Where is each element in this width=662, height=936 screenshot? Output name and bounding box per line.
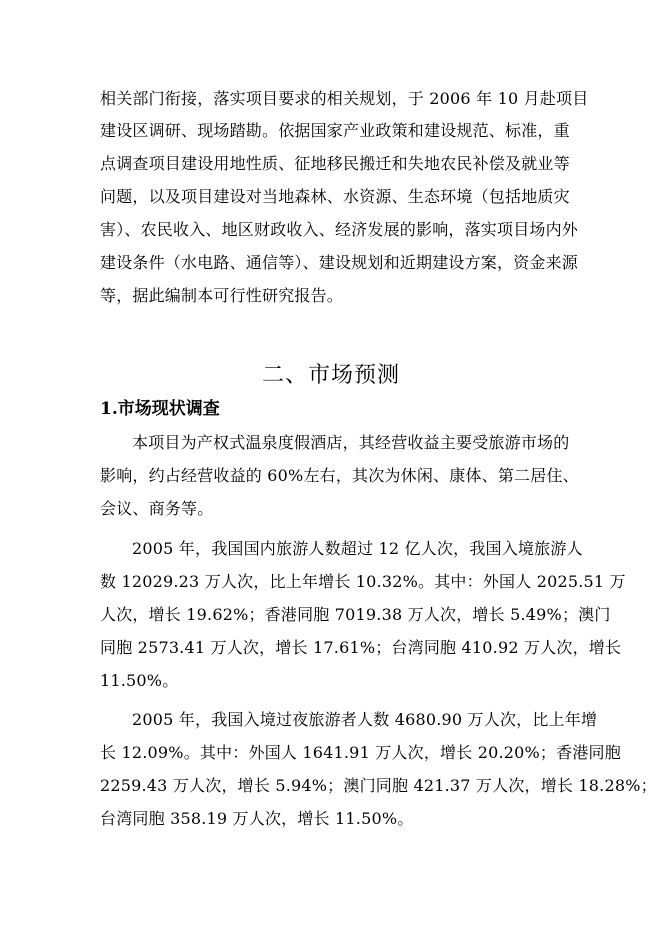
- paragraph-2-line-1: 本项目为产权式温泉度假酒店，其经营收益主要受旅游市场的: [132, 433, 570, 452]
- paragraph-1-line-7: 等，据此编制本可行性研究报告。: [100, 286, 344, 305]
- subsection-title: 1.市场现状调查: [100, 399, 220, 419]
- paragraph-1-line-5: 害）、农民收入、地区财政收入、经济发展的影响，落实项目场内外: [100, 220, 579, 239]
- paragraph-4-line-1: 2005 年，我国入境过夜旅游者人数 4680.90 万人次，比上年增: [132, 710, 598, 729]
- paragraph-3-line-3: 人次，增长 19.62%；香港同胞 7019.38 万人次，增长 5.49%；澳门: [100, 605, 611, 624]
- paragraph-1-line-1: 相关部门衔接，落实项目要求的相关规划，于 2006 年 10 月赴项目: [100, 89, 589, 108]
- paragraph-2-line-3: 会议、商务等。: [100, 499, 214, 518]
- paragraph-3-line-2: 数 12029.23 万人次，比上年增长 10.32%。其中：外国人 2025.51 万: [100, 572, 626, 591]
- paragraph-1-line-2: 建设区调研、现场踏勘。依据国家产业政策和建设规范、标准，重: [100, 121, 570, 140]
- paragraph-3-line-4: 同胞 2573.41 万人次，增长 17.61%；台湾同胞 410.92 万人次，增长: [100, 638, 622, 657]
- paragraph-4-line-2: 长 12.09%。其中：外国人 1641.91 万人次，增长 20.20%；香港同胞: [100, 743, 621, 762]
- paragraph-4-line-3: 2259.43 万人次，增长 5.94%；澳门同胞 421.37 万人次，增长 18.28%；: [100, 776, 657, 795]
- paragraph-1-line-6: 建设条件（水电路、通信等）、建设规划和近期建设方案，资金来源: [100, 253, 579, 272]
- paragraph-4-line-4: 台湾同胞 358.19 万人次，增长 11.50%。: [100, 809, 414, 828]
- paragraph-2-line-2: 影响，约占经营收益的 60%左右，其次为休闲、康体、第二居住、: [100, 466, 579, 485]
- paragraph-3-line-5: 11.50%。: [100, 671, 179, 690]
- section-title: 二、市场预测: [261, 363, 400, 388]
- paragraph-1-line-4: 问题，以及项目建设对当地森林、水资源、生态环境（包括地质灾: [100, 187, 570, 206]
- paragraph-3-line-1: 2005 年，我国国内旅游人数超过 12 亿人次，我国入境旅游人: [132, 539, 583, 558]
- paragraph-1-line-3: 点调查项目建设用地性质、征地移民搬迁和失地农民补偿及就业等: [100, 154, 570, 173]
